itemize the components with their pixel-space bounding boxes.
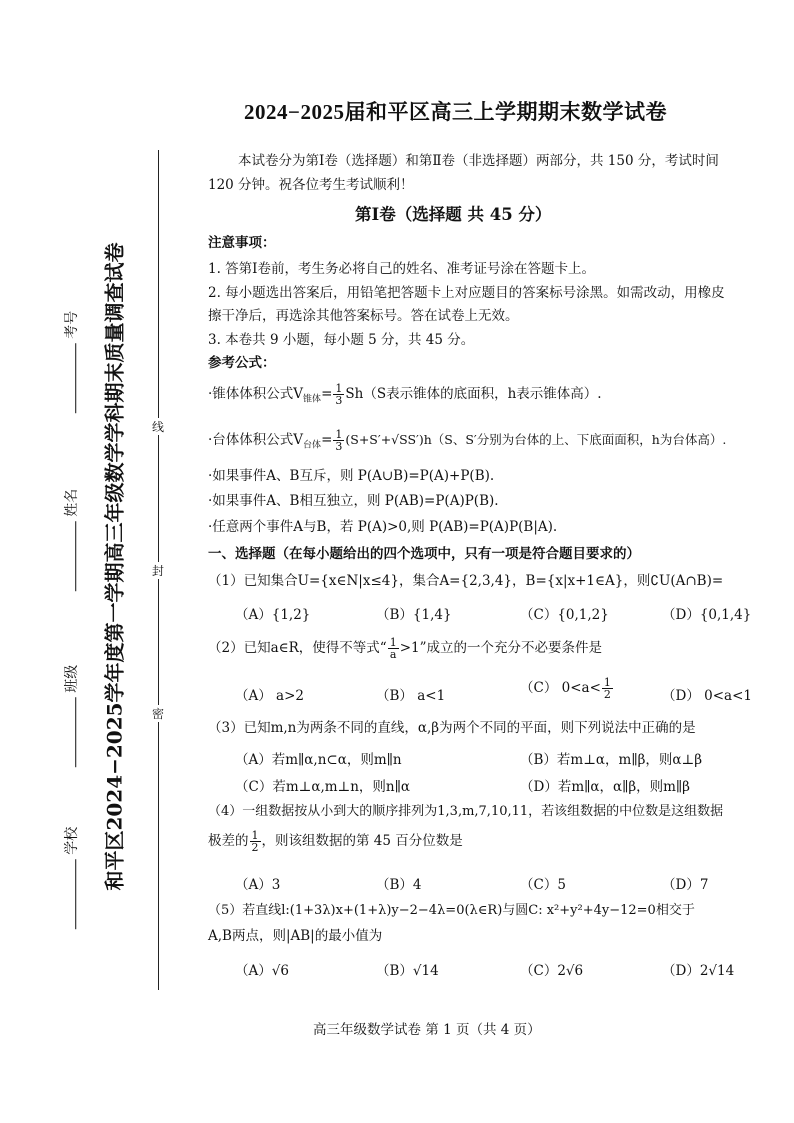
q5-option-a: （A）√6 <box>235 963 289 979</box>
note-item: 1. 答第Ⅰ卷前，考生务必将自己的姓名、准考证号涂在答题卡上。 <box>208 261 596 277</box>
note-item: 擦干净后，再选涂其他答案标号。答在试卷上无效。 <box>208 308 519 324</box>
q4-stem-1: （4）一组数据按从小到大的顺序排列为1,3,m,7,10,11，若该组数据的中位数是这组数据 <box>208 804 724 819</box>
q1-option-b: （B）{1,4} <box>376 607 452 623</box>
formula-frustum: ·台体体积公式$V_{台体}=$ $\frac{1}{3}$ (S+S′+√SS′)h（S、S′分别为台体的上、下底面面积，h为台体高）. <box>208 428 727 453</box>
q2-stem: （2）已知a∈R，使得不等式“ $\frac{1}{a}$ >1”成立的一个充分不必要条件是 <box>208 636 603 661</box>
class-label: 班级 <box>61 665 81 767</box>
q4-option-d: （D）7 <box>662 877 709 893</box>
q1-option-a: （A）{1,2} <box>235 607 311 623</box>
q5-option-c: （C）2√6 <box>520 963 584 979</box>
formula-cone: ·锥体体积公式$V_{锥体}=$ $\frac{1}{3}$ Sh（S表示锥体的底面积，h表示锥体高）. <box>208 382 602 407</box>
name-label: 姓名 <box>61 489 81 591</box>
q3-stem: （3）已知m,n为两条不同的直线，α,β为两个不同的平面，则下列说法中正确的是 <box>208 720 696 736</box>
q3-option-b: （B）若m⊥α，m∥β，则α⊥β <box>520 752 702 768</box>
formula-conditional: ·任意两个事件A与B，若 P(A)>0,则 P(AB)=P(A)P(B|A). <box>208 519 558 535</box>
page-footer: 高三年级数学试卷 第 1 页（共 4 页） <box>313 1022 541 1038</box>
seal-char-secret: 密 <box>151 707 164 721</box>
q4-option-b: （B）4 <box>376 877 422 893</box>
q1-stem: （1）已知集合U={x∈N|x≤4}，集合A={2,3,4}，B={x|x+1∈A}，则∁U(A∩B)= <box>208 573 724 589</box>
q5-stem-1: （5）若直线l:(1+3λ)x+(1+λ)y−2−4λ=0(λ∈R)与圆C: x²+y²+4y−12=0相交于 <box>208 903 695 918</box>
binding-strip <box>0 0 200 1123</box>
school-label: 学校 <box>61 827 81 929</box>
page-title: 2024−2025届和平区高三上学期期末数学试卷 <box>244 100 667 124</box>
q1-option-c: （C）{0,1,2} <box>520 607 609 623</box>
q2-option-c: （C） 0<a< $\frac{1}{2}$ <box>520 676 611 701</box>
q2-option-b: （B） a<1 <box>376 688 446 704</box>
note-item: 2. 每小题选出答案后，用铅笔把答题卡上对应题目的答案标号涂黑。如需改动，用橡皮 <box>208 285 725 301</box>
survey-title: 和平区2024−2025学年度第一学期高三年级数学学科期末质量调查试卷 <box>102 242 127 891</box>
intro-line-1: 本试卷分为第Ⅰ卷（选择题）和第Ⅱ卷（非选择题）两部分，共 150 分，考试时间 <box>238 153 719 169</box>
notes-heading: 注意事项： <box>208 235 276 251</box>
part1-heading: 一、选择题（在每小题给出的四个选项中，只有一项是符合题目要求的） <box>208 546 640 562</box>
formula-independent: ·如果事件A、B相互独立，则 P(AB)=P(A)P(B). <box>208 493 499 509</box>
exam-number-label: 考号 <box>61 311 81 413</box>
intro-line-2: 120 分钟。祝各位考生考试顺利！ <box>208 177 414 193</box>
note-item: 3. 本卷共 9 小题，每小题 5 分，共 45 分。 <box>208 332 475 348</box>
formula-mutual: ·如果事件A、B互斥，则 P(A∪B)=P(A)+P(B). <box>208 468 495 484</box>
q3-option-d: （D）若m∥α，α∥β，则m∥β <box>520 779 690 795</box>
seal-char-seal: 封 <box>151 564 164 578</box>
q2-option-a: （A） a>2 <box>235 688 304 704</box>
q2-option-d: （D） 0<a<1 <box>662 688 752 704</box>
q4-stem-2: 极差的 $\frac{1}{2}$ ，则该组数据的第 45 百分位数是 <box>208 829 463 854</box>
q4-option-c: （C）5 <box>520 877 566 893</box>
q5-option-b: （B）√14 <box>376 963 439 979</box>
q1-option-d: （D）{0,1,4} <box>662 607 752 623</box>
q3-option-c: （C）若m⊥α,m⊥n，则n∥α <box>235 779 410 795</box>
q4-option-a: （A）3 <box>235 877 281 893</box>
q3-option-a: （A）若m∥α,n⊂α，则m∥n <box>235 752 402 768</box>
section-title: 第Ⅰ卷（选择题 共 45 分） <box>355 205 552 224</box>
q5-stem-2: A,B两点，则|AB|的最小值为 <box>208 928 383 944</box>
formulas-heading: 参考公式： <box>208 355 276 371</box>
q5-option-d: （D）2√14 <box>662 963 735 979</box>
seal-char-line: 线 <box>151 420 164 434</box>
